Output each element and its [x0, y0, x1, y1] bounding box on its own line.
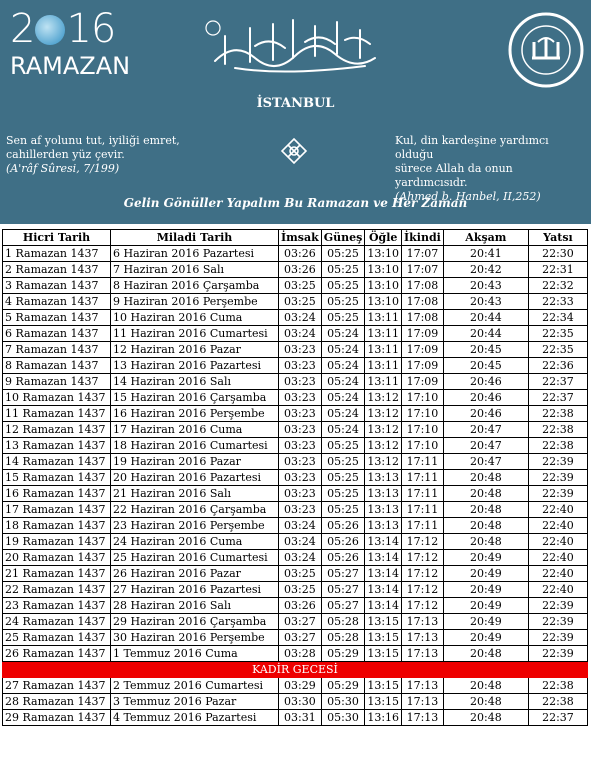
hicri-date-cell: 25 Ramazan 1437: [3, 630, 111, 646]
ikindi-cell: 17:10: [402, 438, 444, 454]
miladi-date-cell: 20 Haziran 2016 Pazartesi: [111, 470, 279, 486]
yatsi-cell: 22:40: [528, 582, 587, 598]
ogle-cell: 13:14: [365, 582, 402, 598]
hicri-date-cell: 22 Ramazan 1437: [3, 582, 111, 598]
yatsi-cell: 22:39: [528, 470, 587, 486]
aksam-cell: 20:49: [443, 582, 528, 598]
miladi-date-cell: 9 Haziran 2016 Perşembe: [111, 294, 279, 310]
imsak-cell: 03:25: [279, 566, 322, 582]
ogle-cell: 13:11: [365, 374, 402, 390]
ikindi-cell: 17:12: [402, 566, 444, 582]
table-row: [3, 534, 588, 550]
yatsi-cell: 22:38: [528, 406, 587, 422]
kadir-section: [3, 662, 588, 678]
col-ikindi-header: İkindi: [402, 230, 444, 246]
imsak-cell: 03:23: [279, 486, 322, 502]
aksam-cell: 20:48: [443, 502, 528, 518]
imsak-cell: 03:25: [279, 278, 322, 294]
imsak-cell: 03:23: [279, 454, 322, 470]
gunes-cell: 05:28: [321, 630, 365, 646]
miladi-date-cell: 23 Haziran 2016 Perşembe: [111, 518, 279, 534]
ogle-cell: 13:14: [365, 534, 402, 550]
table-body-b: [3, 678, 588, 726]
col-hicri-header: Hicri Tarih: [3, 230, 111, 246]
ogle-cell: 13:10: [365, 294, 402, 310]
aksam-cell: 20:47: [443, 438, 528, 454]
ramazan-logo-name: RAMAZAN: [10, 52, 131, 80]
quote-right-line1: Kul, din kardeşine yardımcı olduğu: [395, 134, 549, 161]
ikindi-cell: 17:13: [402, 630, 444, 646]
yatsi-cell: 22:39: [528, 454, 587, 470]
kadir-gecesi-label: KADİR GECESİ: [3, 662, 588, 678]
yatsi-cell: 22:37: [528, 374, 587, 390]
table-row: [3, 598, 588, 614]
gunes-cell: 05:26: [321, 518, 365, 534]
gunes-cell: 05:28: [321, 614, 365, 630]
imsak-cell: 03:27: [279, 630, 322, 646]
hicri-date-cell: 3 Ramazan 1437: [3, 278, 111, 294]
col-yatsi-header: Yatsı: [528, 230, 587, 246]
aksam-cell: 20:48: [443, 710, 528, 726]
gunes-cell: 05:24: [321, 374, 365, 390]
aksam-cell: 20:44: [443, 326, 528, 342]
imsak-cell: 03:25: [279, 294, 322, 310]
aksam-cell: 20:47: [443, 454, 528, 470]
aksam-cell: 20:46: [443, 374, 528, 390]
ogle-cell: 13:16: [365, 710, 402, 726]
gunes-cell: 05:25: [321, 262, 365, 278]
city-title: İSTANBUL: [256, 96, 335, 111]
miladi-date-cell: 1 Temmuz 2016 Cuma: [111, 646, 279, 662]
hicri-date-cell: 11 Ramazan 1437: [3, 406, 111, 422]
yatsi-cell: 22:39: [528, 598, 587, 614]
gunes-cell: 05:24: [321, 326, 365, 342]
ogle-cell: 13:13: [365, 518, 402, 534]
hicri-date-cell: 1 Ramazan 1437: [3, 246, 111, 262]
imsak-cell: 03:23: [279, 438, 322, 454]
ogle-cell: 13:14: [365, 598, 402, 614]
miladi-date-cell: 22 Haziran 2016 Çarşamba: [111, 502, 279, 518]
table-row: [3, 486, 588, 502]
ogle-cell: 13:10: [365, 246, 402, 262]
ikindi-cell: 17:10: [402, 422, 444, 438]
table-row: [3, 422, 588, 438]
gunes-cell: 05:30: [321, 694, 365, 710]
yatsi-cell: 22:40: [528, 534, 587, 550]
hicri-date-cell: 2 Ramazan 1437: [3, 262, 111, 278]
miladi-date-cell: 13 Haziran 2016 Pazartesi: [111, 358, 279, 374]
imsak-cell: 03:24: [279, 518, 322, 534]
aksam-cell: 20:49: [443, 630, 528, 646]
table-row: [3, 518, 588, 534]
table-row: [3, 262, 588, 278]
imsak-cell: 03:23: [279, 422, 322, 438]
yatsi-cell: 22:38: [528, 678, 587, 694]
hicri-date-cell: 5 Ramazan 1437: [3, 310, 111, 326]
ikindi-cell: 17:12: [402, 550, 444, 566]
ogle-cell: 13:15: [365, 630, 402, 646]
miladi-date-cell: 11 Haziran 2016 Cumartesi: [111, 326, 279, 342]
table-row: [3, 566, 588, 582]
ikindi-cell: 17:13: [402, 646, 444, 662]
yatsi-cell: 22:36: [528, 358, 587, 374]
ikindi-cell: 17:11: [402, 486, 444, 502]
gunes-cell: 05:24: [321, 422, 365, 438]
ikindi-cell: 17:09: [402, 326, 444, 342]
table-row: [3, 390, 588, 406]
imsak-cell: 03:23: [279, 374, 322, 390]
yatsi-cell: 22:37: [528, 390, 587, 406]
ogle-cell: 13:11: [365, 310, 402, 326]
ikindi-cell: 17:09: [402, 358, 444, 374]
table-row: [3, 550, 588, 566]
gunes-cell: 05:30: [321, 710, 365, 726]
hicri-date-cell: 12 Ramazan 1437: [3, 422, 111, 438]
table-row: [3, 358, 588, 374]
aksam-cell: 20:44: [443, 310, 528, 326]
aksam-cell: 20:42: [443, 262, 528, 278]
ogle-cell: 13:13: [365, 502, 402, 518]
ikindi-cell: 17:12: [402, 582, 444, 598]
hicri-date-cell: 19 Ramazan 1437: [3, 534, 111, 550]
miladi-date-cell: 27 Haziran 2016 Pazartesi: [111, 582, 279, 598]
yatsi-cell: 22:39: [528, 614, 587, 630]
hicri-date-cell: 14 Ramazan 1437: [3, 454, 111, 470]
yatsi-cell: 22:33: [528, 294, 587, 310]
hicri-date-cell: 6 Ramazan 1437: [3, 326, 111, 342]
table-row: [3, 646, 588, 662]
table-row: [3, 582, 588, 598]
ogle-cell: 13:13: [365, 470, 402, 486]
hicri-date-cell: 28 Ramazan 1437: [3, 694, 111, 710]
ogle-cell: 13:10: [365, 262, 402, 278]
aksam-cell: 20:48: [443, 678, 528, 694]
ikindi-cell: 17:10: [402, 390, 444, 406]
gunes-cell: 05:25: [321, 294, 365, 310]
gunes-cell: 05:26: [321, 534, 365, 550]
hicri-date-cell: 29 Ramazan 1437: [3, 710, 111, 726]
aksam-cell: 20:45: [443, 342, 528, 358]
gunes-cell: 05:24: [321, 358, 365, 374]
hicri-date-cell: 26 Ramazan 1437: [3, 646, 111, 662]
gunes-cell: 05:29: [321, 678, 365, 694]
hicri-date-cell: 8 Ramazan 1437: [3, 358, 111, 374]
gunes-cell: 05:25: [321, 470, 365, 486]
ikindi-cell: 17:12: [402, 598, 444, 614]
aksam-cell: 20:49: [443, 566, 528, 582]
ogle-cell: 13:15: [365, 694, 402, 710]
hicri-date-cell: 4 Ramazan 1437: [3, 294, 111, 310]
quote-left-line1: Sen af yolunu tut, iyiliği emret,: [6, 134, 180, 147]
hicri-date-cell: 24 Ramazan 1437: [3, 614, 111, 630]
ikindi-cell: 17:08: [402, 278, 444, 294]
aksam-cell: 20:49: [443, 598, 528, 614]
ogle-cell: 13:11: [365, 342, 402, 358]
miladi-date-cell: 25 Haziran 2016 Cumartesi: [111, 550, 279, 566]
aksam-cell: 20:47: [443, 422, 528, 438]
yatsi-cell: 22:35: [528, 342, 587, 358]
gunes-cell: 05:25: [321, 502, 365, 518]
kadir-gecesi-row: [3, 662, 588, 678]
imsak-cell: 03:23: [279, 342, 322, 358]
yatsi-cell: 22:38: [528, 422, 587, 438]
yatsi-cell: 22:40: [528, 502, 587, 518]
gunes-cell: 05:24: [321, 342, 365, 358]
yatsi-cell: 22:39: [528, 630, 587, 646]
imsak-cell: 03:26: [279, 262, 322, 278]
table-row: [3, 278, 588, 294]
imsak-cell: 03:26: [279, 246, 322, 262]
imsak-cell: 03:23: [279, 358, 322, 374]
gunes-cell: 05:25: [321, 438, 365, 454]
quote-left-line2: cahillerden yüz çevir.: [6, 148, 125, 161]
aksam-cell: 20:43: [443, 278, 528, 294]
knot-ornament-icon: [279, 136, 309, 166]
miladi-date-cell: 19 Haziran 2016 Pazar: [111, 454, 279, 470]
ogle-cell: 13:12: [365, 438, 402, 454]
prayer-times-table: [2, 229, 588, 726]
ikindi-cell: 17:12: [402, 534, 444, 550]
motto-text: Gelin Gönüller Yapalım Bu Ramazan ve Her Zaman: [123, 196, 468, 210]
imsak-cell: 03:23: [279, 390, 322, 406]
imsak-cell: 03:29: [279, 678, 322, 694]
table-row: [3, 678, 588, 694]
table-body-a: [3, 246, 588, 662]
imsak-cell: 03:26: [279, 598, 322, 614]
miladi-date-cell: 26 Haziran 2016 Pazar: [111, 566, 279, 582]
yatsi-cell: 22:35: [528, 326, 587, 342]
quote-left-source: (A'râf Sûresi, 7/199): [6, 162, 120, 175]
aksam-cell: 20:48: [443, 694, 528, 710]
aksam-cell: 20:48: [443, 534, 528, 550]
ikindi-cell: 17:11: [402, 502, 444, 518]
miladi-date-cell: 24 Haziran 2016 Cuma: [111, 534, 279, 550]
ikindi-cell: 17:10: [402, 406, 444, 422]
hicri-date-cell: 15 Ramazan 1437: [3, 470, 111, 486]
ogle-cell: 13:14: [365, 566, 402, 582]
hicri-date-cell: 9 Ramazan 1437: [3, 374, 111, 390]
ikindi-cell: 17:13: [402, 678, 444, 694]
table-row: [3, 470, 588, 486]
table-row: [3, 630, 588, 646]
aksam-cell: 20:49: [443, 614, 528, 630]
yatsi-cell: 22:31: [528, 262, 587, 278]
gunes-cell: 05:25: [321, 310, 365, 326]
miladi-date-cell: 21 Haziran 2016 Salı: [111, 486, 279, 502]
yatsi-cell: 22:40: [528, 550, 587, 566]
yatsi-cell: 22:34: [528, 310, 587, 326]
quote-right-line2: sürece Allah da onun yardımcısıdr.: [395, 162, 513, 189]
gunes-cell: 05:25: [321, 486, 365, 502]
ikindi-cell: 17:11: [402, 454, 444, 470]
col-aksam-header: Akşam: [443, 230, 528, 246]
aksam-cell: 20:46: [443, 390, 528, 406]
ikindi-cell: 17:09: [402, 374, 444, 390]
miladi-date-cell: 2 Temmuz 2016 Cumartesi: [111, 678, 279, 694]
aksam-cell: 20:48: [443, 470, 528, 486]
ogle-cell: 13:12: [365, 422, 402, 438]
table-row: [3, 454, 588, 470]
hicri-date-cell: 27 Ramazan 1437: [3, 678, 111, 694]
miladi-date-cell: 29 Haziran 2016 Çarşamba: [111, 614, 279, 630]
miladi-date-cell: 4 Temmuz 2016 Pazartesi: [111, 710, 279, 726]
yatsi-cell: 22:40: [528, 518, 587, 534]
col-miladi-header: Miladi Tarih: [111, 230, 279, 246]
table-header-row: [3, 230, 588, 246]
col-gunes-header: Güneş: [321, 230, 365, 246]
gunes-cell: 05:24: [321, 390, 365, 406]
hicri-date-cell: 18 Ramazan 1437: [3, 518, 111, 534]
aksam-cell: 20:48: [443, 486, 528, 502]
imsak-cell: 03:23: [279, 502, 322, 518]
miladi-date-cell: 6 Haziran 2016 Pazartesi: [111, 246, 279, 262]
ogle-cell: 13:10: [365, 278, 402, 294]
quote-left: [6, 134, 216, 176]
yatsi-cell: 22:38: [528, 438, 587, 454]
gunes-cell: 05:29: [321, 646, 365, 662]
imsak-cell: 03:31: [279, 710, 322, 726]
ikindi-cell: 17:07: [402, 246, 444, 262]
gunes-cell: 05:25: [321, 246, 365, 262]
miladi-date-cell: 14 Haziran 2016 Salı: [111, 374, 279, 390]
imsak-cell: 03:23: [279, 470, 322, 486]
gunes-cell: 05:25: [321, 454, 365, 470]
miladi-date-cell: 16 Haziran 2016 Perşembe: [111, 406, 279, 422]
ogle-cell: 13:12: [365, 454, 402, 470]
table-row: [3, 310, 588, 326]
hicri-date-cell: 16 Ramazan 1437: [3, 486, 111, 502]
col-imsak-header: İmsak: [279, 230, 322, 246]
ogle-cell: 13:13: [365, 486, 402, 502]
imsak-cell: 03:24: [279, 326, 322, 342]
quote-right-source: (Ahmed b. Hanbel, II,252): [395, 190, 541, 203]
globe-icon: [35, 15, 65, 45]
miladi-date-cell: 3 Temmuz 2016 Pazar: [111, 694, 279, 710]
yatsi-cell: 22:32: [528, 278, 587, 294]
miladi-date-cell: 28 Haziran 2016 Salı: [111, 598, 279, 614]
ogle-cell: 13:11: [365, 358, 402, 374]
imsak-cell: 03:23: [279, 406, 322, 422]
aksam-cell: 20:45: [443, 358, 528, 374]
table-row: [3, 246, 588, 262]
ikindi-cell: 17:13: [402, 614, 444, 630]
table-row: [3, 710, 588, 726]
gunes-cell: 05:25: [321, 278, 365, 294]
gunes-cell: 05:27: [321, 598, 365, 614]
table-row: [3, 326, 588, 342]
miladi-date-cell: 15 Haziran 2016 Çarşamba: [111, 390, 279, 406]
aksam-cell: 20:41: [443, 246, 528, 262]
miladi-date-cell: 18 Haziran 2016 Cumartesi: [111, 438, 279, 454]
hicri-date-cell: 20 Ramazan 1437: [3, 550, 111, 566]
table-row: [3, 342, 588, 358]
hicri-date-cell: 10 Ramazan 1437: [3, 390, 111, 406]
imsak-cell: 03:25: [279, 582, 322, 598]
page-header: [0, 0, 591, 224]
col-ogle-header: Öğle: [365, 230, 402, 246]
miladi-date-cell: 12 Haziran 2016 Pazar: [111, 342, 279, 358]
hicri-date-cell: 13 Ramazan 1437: [3, 438, 111, 454]
gunes-cell: 05:24: [321, 406, 365, 422]
ogle-cell: 13:11: [365, 326, 402, 342]
miladi-date-cell: 30 Haziran 2016 Perşembe: [111, 630, 279, 646]
ikindi-cell: 17:09: [402, 342, 444, 358]
hicri-date-cell: 17 Ramazan 1437: [3, 502, 111, 518]
ikindi-cell: 17:07: [402, 262, 444, 278]
ogle-cell: 13:14: [365, 550, 402, 566]
hicri-date-cell: 7 Ramazan 1437: [3, 342, 111, 358]
yatsi-cell: 22:40: [528, 566, 587, 582]
imsak-cell: 03:24: [279, 534, 322, 550]
table-row: [3, 502, 588, 518]
miladi-date-cell: 8 Haziran 2016 Çarşamba: [111, 278, 279, 294]
ikindi-cell: 17:11: [402, 470, 444, 486]
yatsi-cell: 22:39: [528, 646, 587, 662]
gunes-cell: 05:27: [321, 566, 365, 582]
aksam-cell: 20:48: [443, 518, 528, 534]
ikindi-cell: 17:13: [402, 694, 444, 710]
aksam-cell: 20:43: [443, 294, 528, 310]
imsak-cell: 03:30: [279, 694, 322, 710]
yatsi-cell: 22:37: [528, 710, 587, 726]
yatsi-cell: 22:38: [528, 694, 587, 710]
ikindi-cell: 17:13: [402, 710, 444, 726]
aksam-cell: 20:49: [443, 550, 528, 566]
ogle-cell: 13:15: [365, 646, 402, 662]
table-row: [3, 614, 588, 630]
aksam-cell: 20:48: [443, 646, 528, 662]
hicri-date-cell: 21 Ramazan 1437: [3, 566, 111, 582]
table-row: [3, 694, 588, 710]
table-row: [3, 438, 588, 454]
gunes-cell: 05:26: [321, 550, 365, 566]
table-row: [3, 406, 588, 422]
imsak-cell: 03:27: [279, 614, 322, 630]
diyanet-emblem-icon: [508, 12, 584, 88]
imsak-cell: 03:24: [279, 550, 322, 566]
miladi-date-cell: 17 Haziran 2016 Cuma: [111, 422, 279, 438]
ogle-cell: 13:15: [365, 614, 402, 630]
ogle-cell: 13:12: [365, 390, 402, 406]
hicri-date-cell: 23 Ramazan 1437: [3, 598, 111, 614]
ogle-cell: 13:12: [365, 406, 402, 422]
table-row: [3, 294, 588, 310]
imsak-cell: 03:24: [279, 310, 322, 326]
ikindi-cell: 17:08: [402, 310, 444, 326]
miladi-date-cell: 7 Haziran 2016 Salı: [111, 262, 279, 278]
yatsi-cell: 22:39: [528, 486, 587, 502]
arabic-calligraphy-logo: [195, 6, 390, 78]
ramazan-logo-year: 2 16: [10, 6, 116, 52]
imsak-cell: 03:28: [279, 646, 322, 662]
gunes-cell: 05:27: [321, 582, 365, 598]
aksam-cell: 20:46: [443, 406, 528, 422]
table-row: [3, 374, 588, 390]
ikindi-cell: 17:08: [402, 294, 444, 310]
miladi-date-cell: 10 Haziran 2016 Cuma: [111, 310, 279, 326]
quote-right: [395, 134, 587, 204]
ikindi-cell: 17:11: [402, 518, 444, 534]
yatsi-cell: 22:30: [528, 246, 587, 262]
ogle-cell: 13:15: [365, 678, 402, 694]
